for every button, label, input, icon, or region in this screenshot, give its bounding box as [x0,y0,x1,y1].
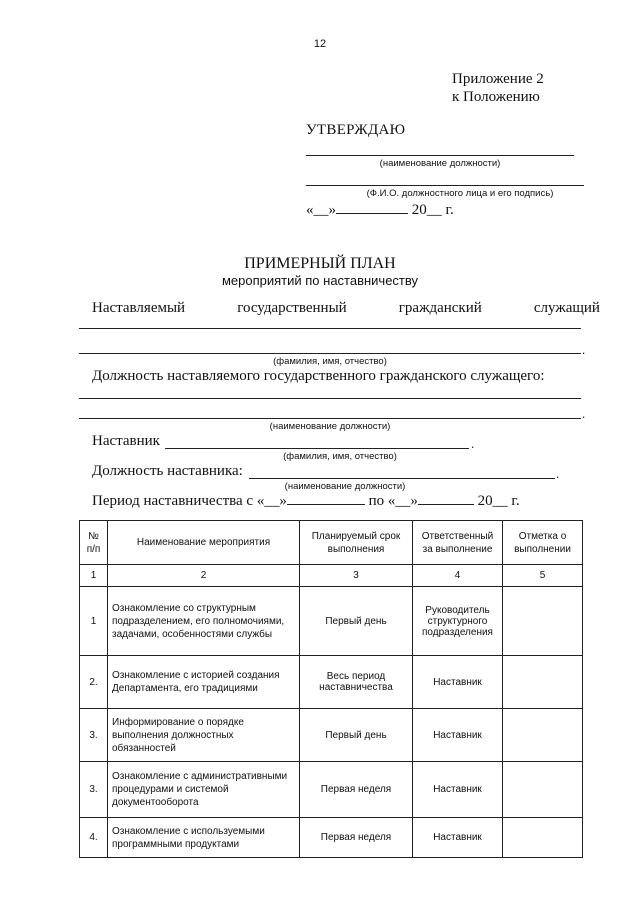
period-year: 20__ г. [477,493,520,509]
row-number: 3. [80,762,108,818]
mentee-label [92,300,600,317]
date-month-line [336,213,408,214]
period-end-line [418,504,474,505]
approver-signature-caption: (Ф.И.О. должностного лица и его подпись) [366,188,554,199]
mentee-name-caption: (фамилия, имя, отчество) [273,356,387,367]
date-year: 20__ г. [411,202,454,218]
header-number: № п/п [80,521,108,565]
mentee-position-dot: . [582,406,586,421]
row-number: 4. [80,818,108,858]
row-term: Первая неделя [300,762,413,818]
period-label: Период наставничества с «__» [92,493,287,509]
mentee-name-line-2 [79,353,581,354]
header-activity: Наименование мероприятия [108,521,300,565]
row-term: Первый день [300,587,413,656]
mentee-position-line-1 [79,398,581,399]
row-responsible: Руководитель структурного подразделения [413,587,503,656]
approval-date [306,202,454,219]
row-responsible: Наставник [413,656,503,709]
table-header-row [80,521,583,565]
appendix-line-1: Приложение 2 [452,71,544,87]
appendix-note [452,70,544,106]
header-term: Планируемый срок выполнения [300,521,413,565]
mentor-label: Наставник [92,433,160,449]
mentee-position-caption: (наименование должности) [269,421,391,432]
mentee-name-line-1 [79,328,581,329]
row-term: Первый день [300,709,413,762]
approver-signature-line [306,185,584,186]
row-number: 1 [80,587,108,656]
mentee-word-4: служащий [533,300,600,316]
mentee-position-label: Должность наставляемого государственного гражданского служащего: [92,368,545,384]
row-activity: Информирование о порядке выполнения должностных обязанностей [108,709,300,762]
approval-title: УТВЕРЖДАЮ [306,122,406,138]
approver-position-line [306,155,574,156]
mentor-position-label: Должность наставника: [92,463,243,479]
header-mark: Отметка о выполнении [503,521,583,565]
mentor-name-dot: . [471,436,475,451]
row-mark [503,587,583,656]
table-row [80,656,583,709]
row-mark [503,762,583,818]
row-number: 3. [80,709,108,762]
mentor-position-line [249,478,555,479]
page-number: 12 [313,38,327,50]
table-row [80,762,583,818]
row-activity: Ознакомление со структурным подразделением, его полномочиями, задачами, особенностями службы [108,587,300,656]
col-number-5: 5 [503,565,583,587]
document-subtitle: мероприятий по наставничеству [221,273,419,288]
col-number-1: 1 [80,565,108,587]
plan-table [79,520,583,858]
table-row [80,818,583,858]
mentoring-period [92,493,520,510]
row-responsible: Наставник [413,818,503,858]
mentee-word-2: государственный [237,300,347,316]
mentor-position-dot: . [556,466,560,481]
row-responsible: Наставник [413,762,503,818]
col-number-3: 3 [300,565,413,587]
row-term: Весь период наставничества [300,656,413,709]
mentor-position-caption: (наименование должности) [284,481,406,492]
table-column-numbers [80,565,583,587]
row-activity: Ознакомление с историей создания Департамента, его традициями [108,656,300,709]
row-number: 2. [80,656,108,709]
table-row [80,587,583,656]
row-mark [503,709,583,762]
period-start-line [287,504,365,505]
row-mark [503,656,583,709]
col-number-4: 4 [413,565,503,587]
mentee-word-3: гражданский [398,300,482,316]
col-number-2: 2 [108,565,300,587]
mentor-name-line [165,448,469,449]
mentor-name-caption: (фамилия, имя, отчество) [283,451,397,462]
period-to: по «__» [368,493,418,509]
mentee-word-1: Наставляемый [92,300,186,316]
row-term: Первая неделя [300,818,413,858]
row-mark [503,818,583,858]
document-title: ПРИМЕРНЫЙ ПЛАН [244,255,396,272]
row-activity: Ознакомление с используемыми программными продуктами [108,818,300,858]
header-responsible: Ответственный за выполнение [413,521,503,565]
mentee-name-dot: . [582,342,586,357]
mentee-position-line-2 [79,418,581,419]
table-row [80,709,583,762]
date-day-month: «__» [306,202,336,218]
appendix-line-2: к Положению [452,89,540,105]
approver-position-caption: (наименование должности) [379,158,501,169]
row-activity: Ознакомление с административными процедурами и системой документооборота [108,762,300,818]
row-responsible: Наставник [413,709,503,762]
